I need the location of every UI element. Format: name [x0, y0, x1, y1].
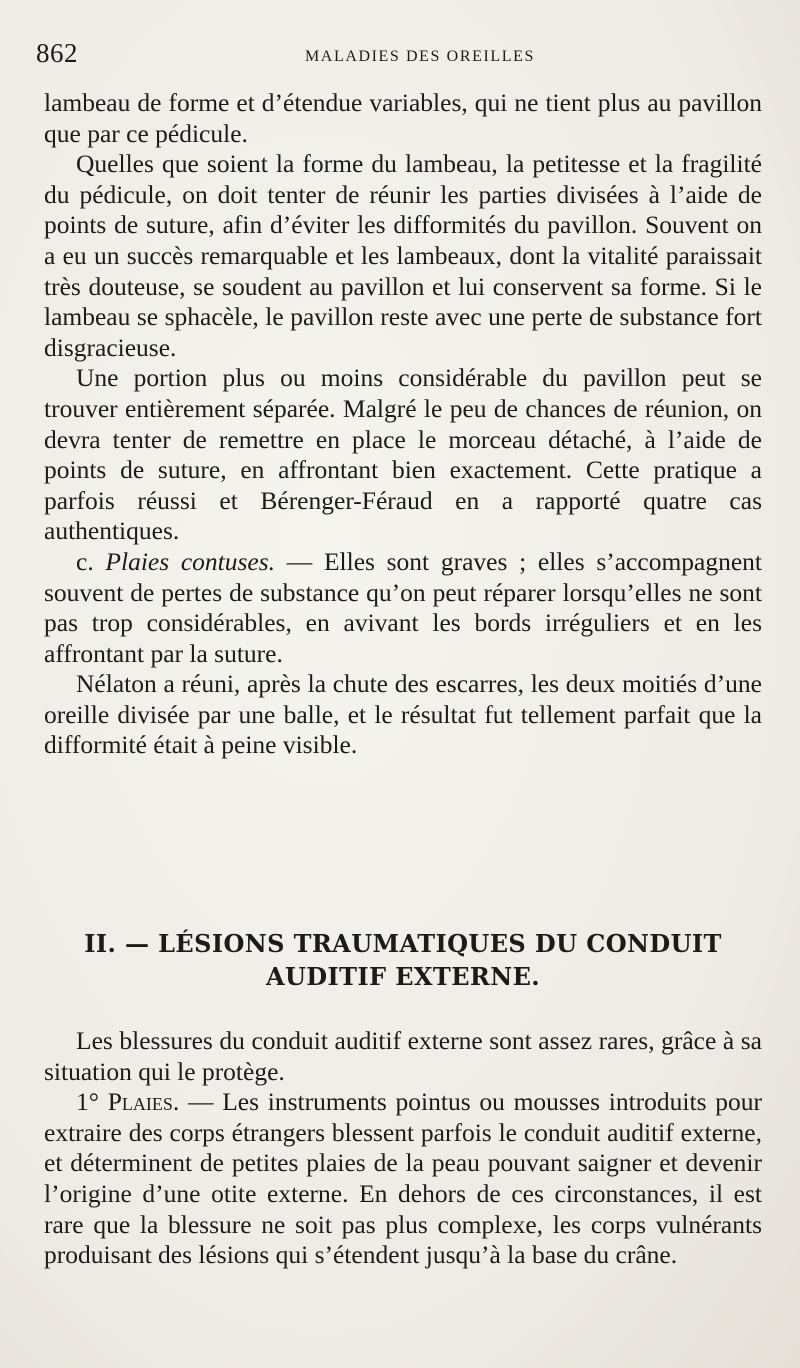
section-heading — [44, 927, 762, 993]
text-block-bottom — [44, 1026, 762, 1271]
wounds-text: — Les instruments pointus ou mousses introduits pour extraire des corps étrangers blessent parfois le conduit auditif externe, et déterminent de petites plaies de la peau pouvant saigner et devenir l’origine d’une otite externe. En dehors de ces circonstances, il est rare que la blessure ne soit pas plus complexe, les corps vulnérants produisant des lésions qui s’étendent jusqu’à la base du crâne. — [44, 1087, 762, 1270]
running-head — [36, 38, 764, 72]
paragraph-portion: Une portion plus ou moins considérable du pavillon peut se trouver entièrement séparée. Malgré le peu de chances de réunion, on devra tenter de remettre en place le morceau détaché, à l’aide de points de suture, en affrontant bien exactement. Cette pratique a parfois réussi et Bérenger-Féraud en a rapporté quatre cas authentiques. — [44, 363, 762, 546]
paragraph-suture: Quelles que soient la forme du lambeau, la petitesse et la fragilité du pédicule, on doit tenter de réunir les parties divisées à l’aide de points de suture, afin d’éviter les difformités du pavillon. Souvent on a eu un succès remarquable et les lambeaux, dont la vitalité paraissait très douteuse, se soudent au pavillon et lui conservent sa forme. Si le lambeau se sphacèle, le pavillon reste avec une perte de substance fort disgracieuse. — [44, 149, 762, 362]
contused-label: c. — [76, 546, 94, 576]
wounds-title: Plaies. — [107, 1087, 180, 1117]
page-number: 862 — [36, 38, 78, 68]
text-block-top — [44, 88, 762, 761]
contused-text: — Elles sont graves ; elles s’accompagnent souvent de pertes de substance qu’on peut réparer lorsqu’elles ne sont pas trop considérables, en avivant les bords irréguliers et en les affrontant par la suture. — [44, 546, 762, 668]
paragraph-continued: lambeau de forme et d’étendue variables, qui ne tient plus au pavillon que par ce pédicule. — [44, 88, 762, 148]
section-heading-line2: AUDITIF EXTERNE. — [265, 962, 541, 991]
paragraph-wounds — [44, 1087, 762, 1271]
contused-title: Plaies contuses. — [105, 546, 276, 576]
paragraph-contused-wounds — [44, 547, 762, 669]
paragraph-intro: Les blessures du conduit auditif externe sont assez rares, grâce à sa situation qui le protège. — [44, 1026, 762, 1086]
paragraph-nelaton: Nélaton a réuni, après la chute des escarres, les deux moitiés d’une oreille divisée par une balle, et le résultat fut tellement parfait que la difformité était à peine visible. — [44, 669, 762, 760]
running-title: MALADIES DES OREILLES — [304, 48, 536, 65]
section-heading-line1: II. — LÉSIONS TRAUMATIQUES DU CONDUIT — [84, 929, 722, 958]
wounds-label: 1° — [76, 1087, 108, 1117]
